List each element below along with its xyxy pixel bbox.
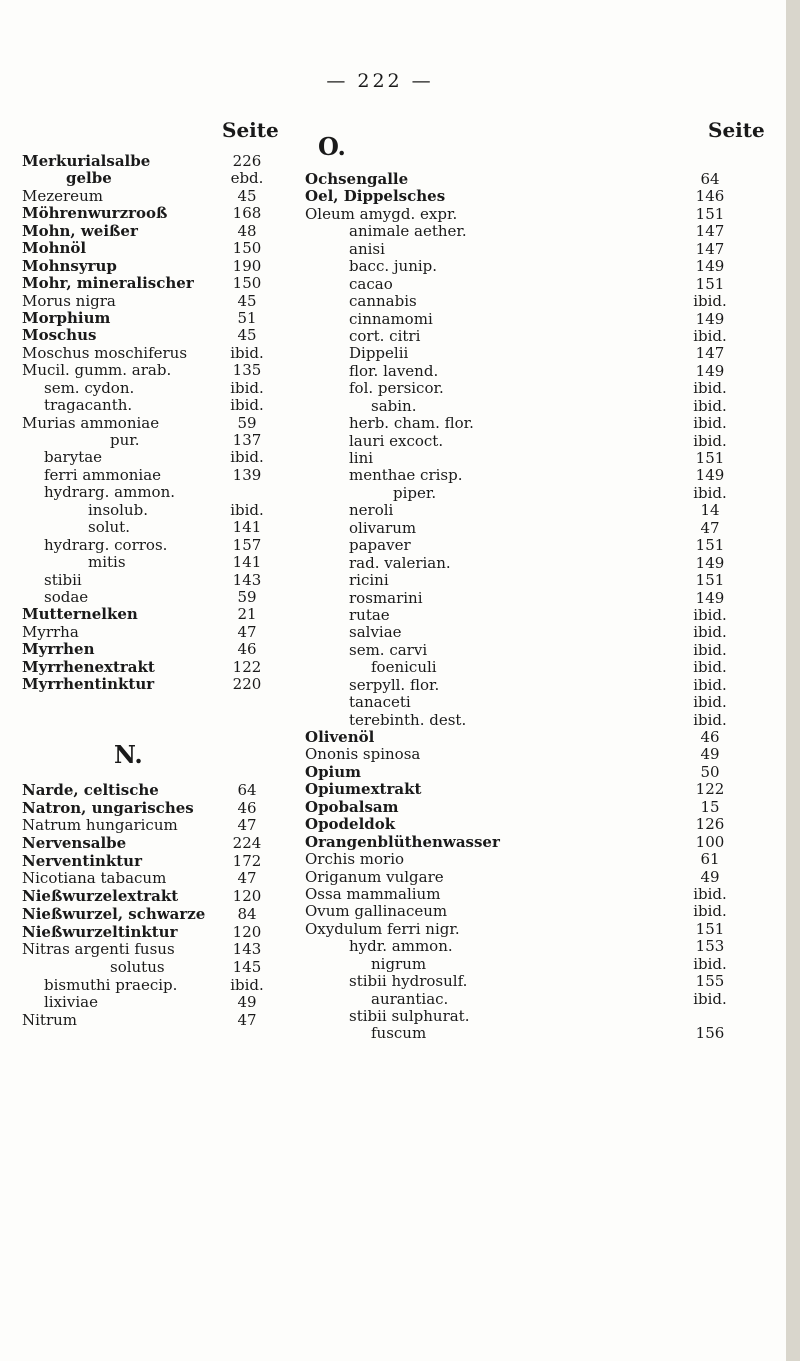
index-term: Murias ammoniae — [22, 413, 160, 432]
index-term: animale aether. — [349, 222, 467, 241]
index-page-ref: 156 — [695, 1024, 725, 1043]
index-page-ref: 47 — [237, 622, 257, 641]
index-term: Mohnöl — [22, 239, 87, 258]
index-page-ref: 64 — [700, 170, 720, 188]
index-page-ref: 151 — [695, 919, 725, 938]
index-page-ref: 137 — [232, 431, 262, 449]
section-letter-n: N. — [114, 740, 143, 769]
index-term: Oleum amygd. expr. — [305, 204, 458, 223]
index-term: Oel, Dippelsches — [305, 187, 446, 206]
index-term: cannabis — [349, 292, 417, 311]
index-page-ref: ibid. — [693, 658, 727, 677]
index-term: Dippelii — [349, 344, 409, 363]
index-term: Orchis morio — [305, 850, 405, 869]
index-term: Mezereum — [22, 186, 103, 205]
index-page-ref: 151 — [695, 204, 725, 223]
index-term: Nerventinktur — [22, 851, 142, 870]
index-term: sem. cydon. — [44, 378, 135, 397]
index-term: Nicotiana tabacum — [22, 869, 167, 888]
index-term: cinnamomi — [349, 309, 433, 328]
index-term: Ochsengalle — [305, 170, 409, 188]
index-term: ricini — [349, 571, 389, 590]
index-term: Nießwurzel, schwarze — [22, 904, 206, 923]
index-page-ref: 61 — [700, 850, 720, 869]
index-term: cacao — [349, 274, 393, 293]
index-term: Ovum gallinaceum — [305, 902, 448, 921]
index-page-ref: 51 — [237, 308, 257, 327]
index-term: Nießwurzelextrakt — [22, 887, 179, 906]
index-term: Mohn, weißer — [22, 221, 138, 240]
index-page-ref: 145 — [232, 957, 262, 976]
index-page-ref: 47 — [237, 869, 257, 888]
page-number: — 222 — — [326, 70, 434, 92]
index-page-ref: 149 — [695, 309, 725, 328]
index-page-ref: 143 — [232, 570, 262, 589]
index-term: Mucil. gumm. arab. — [22, 361, 172, 380]
index-page-ref: ibid. — [693, 431, 727, 450]
index-term: anisi — [349, 239, 385, 258]
index-term: herb. cham. flor. — [349, 414, 474, 433]
index-page-ref: ibid. — [693, 414, 727, 433]
index-term: Morus nigra — [22, 291, 116, 310]
index-page-ref: 168 — [232, 204, 262, 223]
index-page-ref: 15 — [700, 797, 720, 816]
index-page-ref: 126 — [695, 815, 725, 834]
index-page-ref: 50 — [700, 762, 720, 781]
index-page-ref: 46 — [237, 640, 257, 659]
index-page-ref: 47 — [700, 518, 720, 537]
index-term: Moschus moschiferus — [22, 343, 188, 362]
index-term: bacc. junip. — [349, 257, 438, 276]
index-term: Opobalsam — [305, 797, 399, 816]
index-page-ref: 47 — [237, 816, 257, 835]
index-page-ref: 141 — [232, 518, 262, 537]
index-term: Origanum vulgare — [305, 867, 444, 886]
index-page-ref: 224 — [232, 834, 262, 853]
index-page-ref: 149 — [695, 588, 725, 607]
index-page-ref: 84 — [237, 904, 257, 923]
index-term: ferri ammoniae — [44, 465, 162, 484]
index-term: Olivenöl — [305, 728, 375, 746]
index-page-ref: 21 — [237, 605, 257, 624]
index-term: terebinth. dest. — [349, 710, 467, 729]
index-term: sodae — [44, 587, 89, 606]
index-term: Narde, celtische — [22, 781, 159, 799]
index-term: Ononis spinosa — [305, 745, 421, 764]
index-page-ref: 49 — [700, 867, 720, 886]
index-page-ref: ibid. — [693, 605, 727, 624]
index-term: mitis — [88, 553, 126, 572]
index-term: Opiumextrakt — [305, 780, 422, 799]
index-page-ref: 47 — [237, 1010, 257, 1029]
index-term: Ossa mammalium — [305, 884, 441, 903]
index-term: papaver — [349, 536, 411, 555]
index-term: bismuthi praecip. — [44, 975, 178, 994]
index-term: sabin. — [371, 396, 417, 415]
section-letter-o: O. — [318, 132, 346, 161]
index-page-ref: 147 — [695, 222, 725, 241]
index-term: tanaceti — [349, 693, 411, 712]
index-page-ref: ebd. — [230, 169, 264, 188]
index-page-ref: 226 — [232, 152, 262, 170]
index-page-ref: 49 — [700, 745, 720, 764]
index-term: hydrarg. corros. — [44, 535, 168, 554]
index-page-ref: ibid. — [693, 954, 727, 973]
index-page-ref: 139 — [232, 465, 262, 484]
index-page-ref: 45 — [237, 291, 257, 310]
index-term: fol. persicor. — [349, 379, 444, 398]
index-term: solut. — [88, 518, 130, 537]
index-page-ref: 151 — [695, 449, 725, 467]
index-page-ref: ibid. — [693, 989, 727, 1008]
index-term: Mohnsyrup — [22, 256, 117, 275]
index-page-ref: 155 — [695, 972, 725, 991]
header-seite-left: Seite — [222, 118, 279, 142]
index-page-ref: ibid. — [693, 483, 727, 502]
index-page-ref: ibid. — [693, 292, 727, 311]
index-page-ref: ibid. — [693, 623, 727, 642]
index-term: flor. lavend. — [349, 361, 439, 380]
index-term: Opium — [305, 762, 362, 781]
index-term: lixiviae — [44, 993, 98, 1012]
index-page-ref: 190 — [232, 256, 262, 275]
index-term: Myrrhentinktur — [22, 675, 155, 694]
index-page-ref: ibid. — [230, 448, 264, 467]
index-page-ref: 122 — [232, 657, 262, 676]
index-page-ref: 141 — [232, 553, 262, 572]
index-term: cort. citri — [349, 326, 421, 345]
index-page-ref: 59 — [237, 587, 257, 606]
index-page-ref: 120 — [232, 922, 262, 941]
index-term: Morphium — [22, 308, 111, 327]
index-term: rutae — [349, 605, 390, 624]
index-page-ref: ibid. — [693, 326, 727, 345]
index-page-ref: 149 — [695, 257, 725, 276]
index-page-ref: 150 — [232, 274, 262, 293]
index-page-ref: 220 — [232, 675, 262, 694]
index-page-ref: 151 — [695, 274, 725, 293]
index-page-ref: ibid. — [693, 710, 727, 729]
index-page-ref: 149 — [695, 466, 725, 485]
index-term: Nitras argenti fusus — [22, 940, 175, 959]
index-page-ref: 45 — [237, 186, 257, 205]
index-page-ref: 14 — [700, 501, 720, 520]
index-page-ref: 153 — [695, 937, 725, 956]
index-term: tragacanth. — [44, 396, 133, 415]
index-page-ref: 146 — [695, 187, 725, 206]
index-term: rosmarini — [349, 588, 423, 607]
index-term: salviae — [349, 623, 402, 642]
index-term: serpyll. flor. — [349, 675, 440, 694]
index-term: menthae crisp. — [349, 466, 463, 485]
index-term: Merkurialsalbe — [22, 152, 151, 170]
index-page-ref: 143 — [232, 940, 262, 959]
index-page-ref: 59 — [237, 413, 257, 432]
index-term: Orangenblüthenwasser — [305, 832, 500, 851]
index-page-ref: 147 — [695, 344, 725, 363]
index-page-ref: ibid. — [693, 379, 727, 398]
index-page-ref: 150 — [232, 239, 262, 258]
index-page-ref: ibid. — [230, 396, 264, 415]
index-term: Nitrum — [22, 1010, 78, 1029]
index-term: Mohr, mineralischer — [22, 274, 194, 293]
index-page-ref: ibid. — [693, 884, 727, 903]
index-term: Natrum hungaricum — [22, 816, 178, 835]
index-term: Opodeldok — [305, 815, 396, 834]
index-page-ref: 49 — [237, 993, 257, 1012]
index-term: Möhrenwurzrooß — [22, 204, 168, 223]
index-term: Nervensalbe — [22, 834, 127, 853]
page-edge — [786, 0, 800, 1361]
index-page-ref: 64 — [237, 781, 257, 799]
index-term: Moschus — [22, 326, 97, 345]
index-term: Myrrhen — [22, 640, 95, 659]
index-page-ref: 151 — [695, 536, 725, 555]
index-term: insolub. — [88, 500, 149, 519]
index-term: Nießwurzeltinktur — [22, 922, 178, 941]
index-page-ref: ibid. — [230, 378, 264, 397]
index-page-ref: 122 — [695, 780, 725, 799]
index-term: Mutternelken — [22, 605, 138, 624]
index-term: pur. — [110, 431, 140, 449]
header-seite-right: Seite — [708, 118, 765, 142]
index-page-ref: 48 — [237, 221, 257, 240]
index-term: rad. valerian. — [349, 553, 451, 572]
index-page-ref: ibid. — [693, 640, 727, 659]
index-term: Myrrha — [22, 622, 79, 641]
index-term: Myrrhenextrakt — [22, 657, 155, 676]
index-page-ref: 157 — [232, 535, 262, 554]
index-term: fuscum — [371, 1024, 427, 1043]
index-term: solutus — [110, 957, 165, 976]
index-term: Oxydulum ferri nigr. — [305, 919, 460, 938]
index-term: Natron, ungarisches — [22, 798, 194, 817]
index-page-ref: 149 — [695, 361, 725, 380]
index-term: hydr. ammon. — [349, 937, 453, 956]
index-page-ref: 172 — [232, 851, 262, 870]
index-page-ref: 45 — [237, 326, 257, 345]
index-page-ref: 149 — [695, 553, 725, 572]
index-term: gelbe — [66, 169, 112, 188]
index-page-ref: 135 — [232, 361, 262, 380]
index-page-ref: 46 — [237, 798, 257, 817]
index-term: stibii hydrosulf. — [349, 972, 468, 991]
index-page-ref: 120 — [232, 887, 262, 906]
index-term: olivarum — [349, 518, 417, 537]
index-term: aurantiac. — [371, 989, 449, 1008]
index-page-ref: ibid. — [230, 975, 264, 994]
index-page-ref: ibid. — [693, 902, 727, 921]
index-page-ref: 151 — [695, 571, 725, 590]
index-term: sem. carvi — [349, 640, 428, 659]
index-page-ref: ibid. — [693, 693, 727, 712]
index-page-ref: 46 — [700, 728, 720, 746]
index-term: piper. — [393, 483, 437, 502]
index-page-ref: ibid. — [230, 500, 264, 519]
index-page-ref: 147 — [695, 239, 725, 258]
index-term: hydrarg. ammon. — [44, 483, 176, 502]
index-term: barytae — [44, 448, 103, 467]
index-page-ref: 100 — [695, 832, 725, 851]
index-term: neroli — [349, 501, 394, 520]
index-page-ref: ibid. — [693, 396, 727, 415]
index-term: nigrum — [371, 954, 427, 973]
index-term: stibii — [44, 570, 82, 589]
index-page-ref: ibid. — [693, 675, 727, 694]
index-term: lauri excoct. — [349, 431, 444, 450]
index-term: foeniculi — [371, 658, 437, 677]
index-term: stibii sulphurat. — [349, 1007, 470, 1025]
index-term: lini — [349, 449, 374, 467]
index-page-ref: ibid. — [230, 343, 264, 362]
